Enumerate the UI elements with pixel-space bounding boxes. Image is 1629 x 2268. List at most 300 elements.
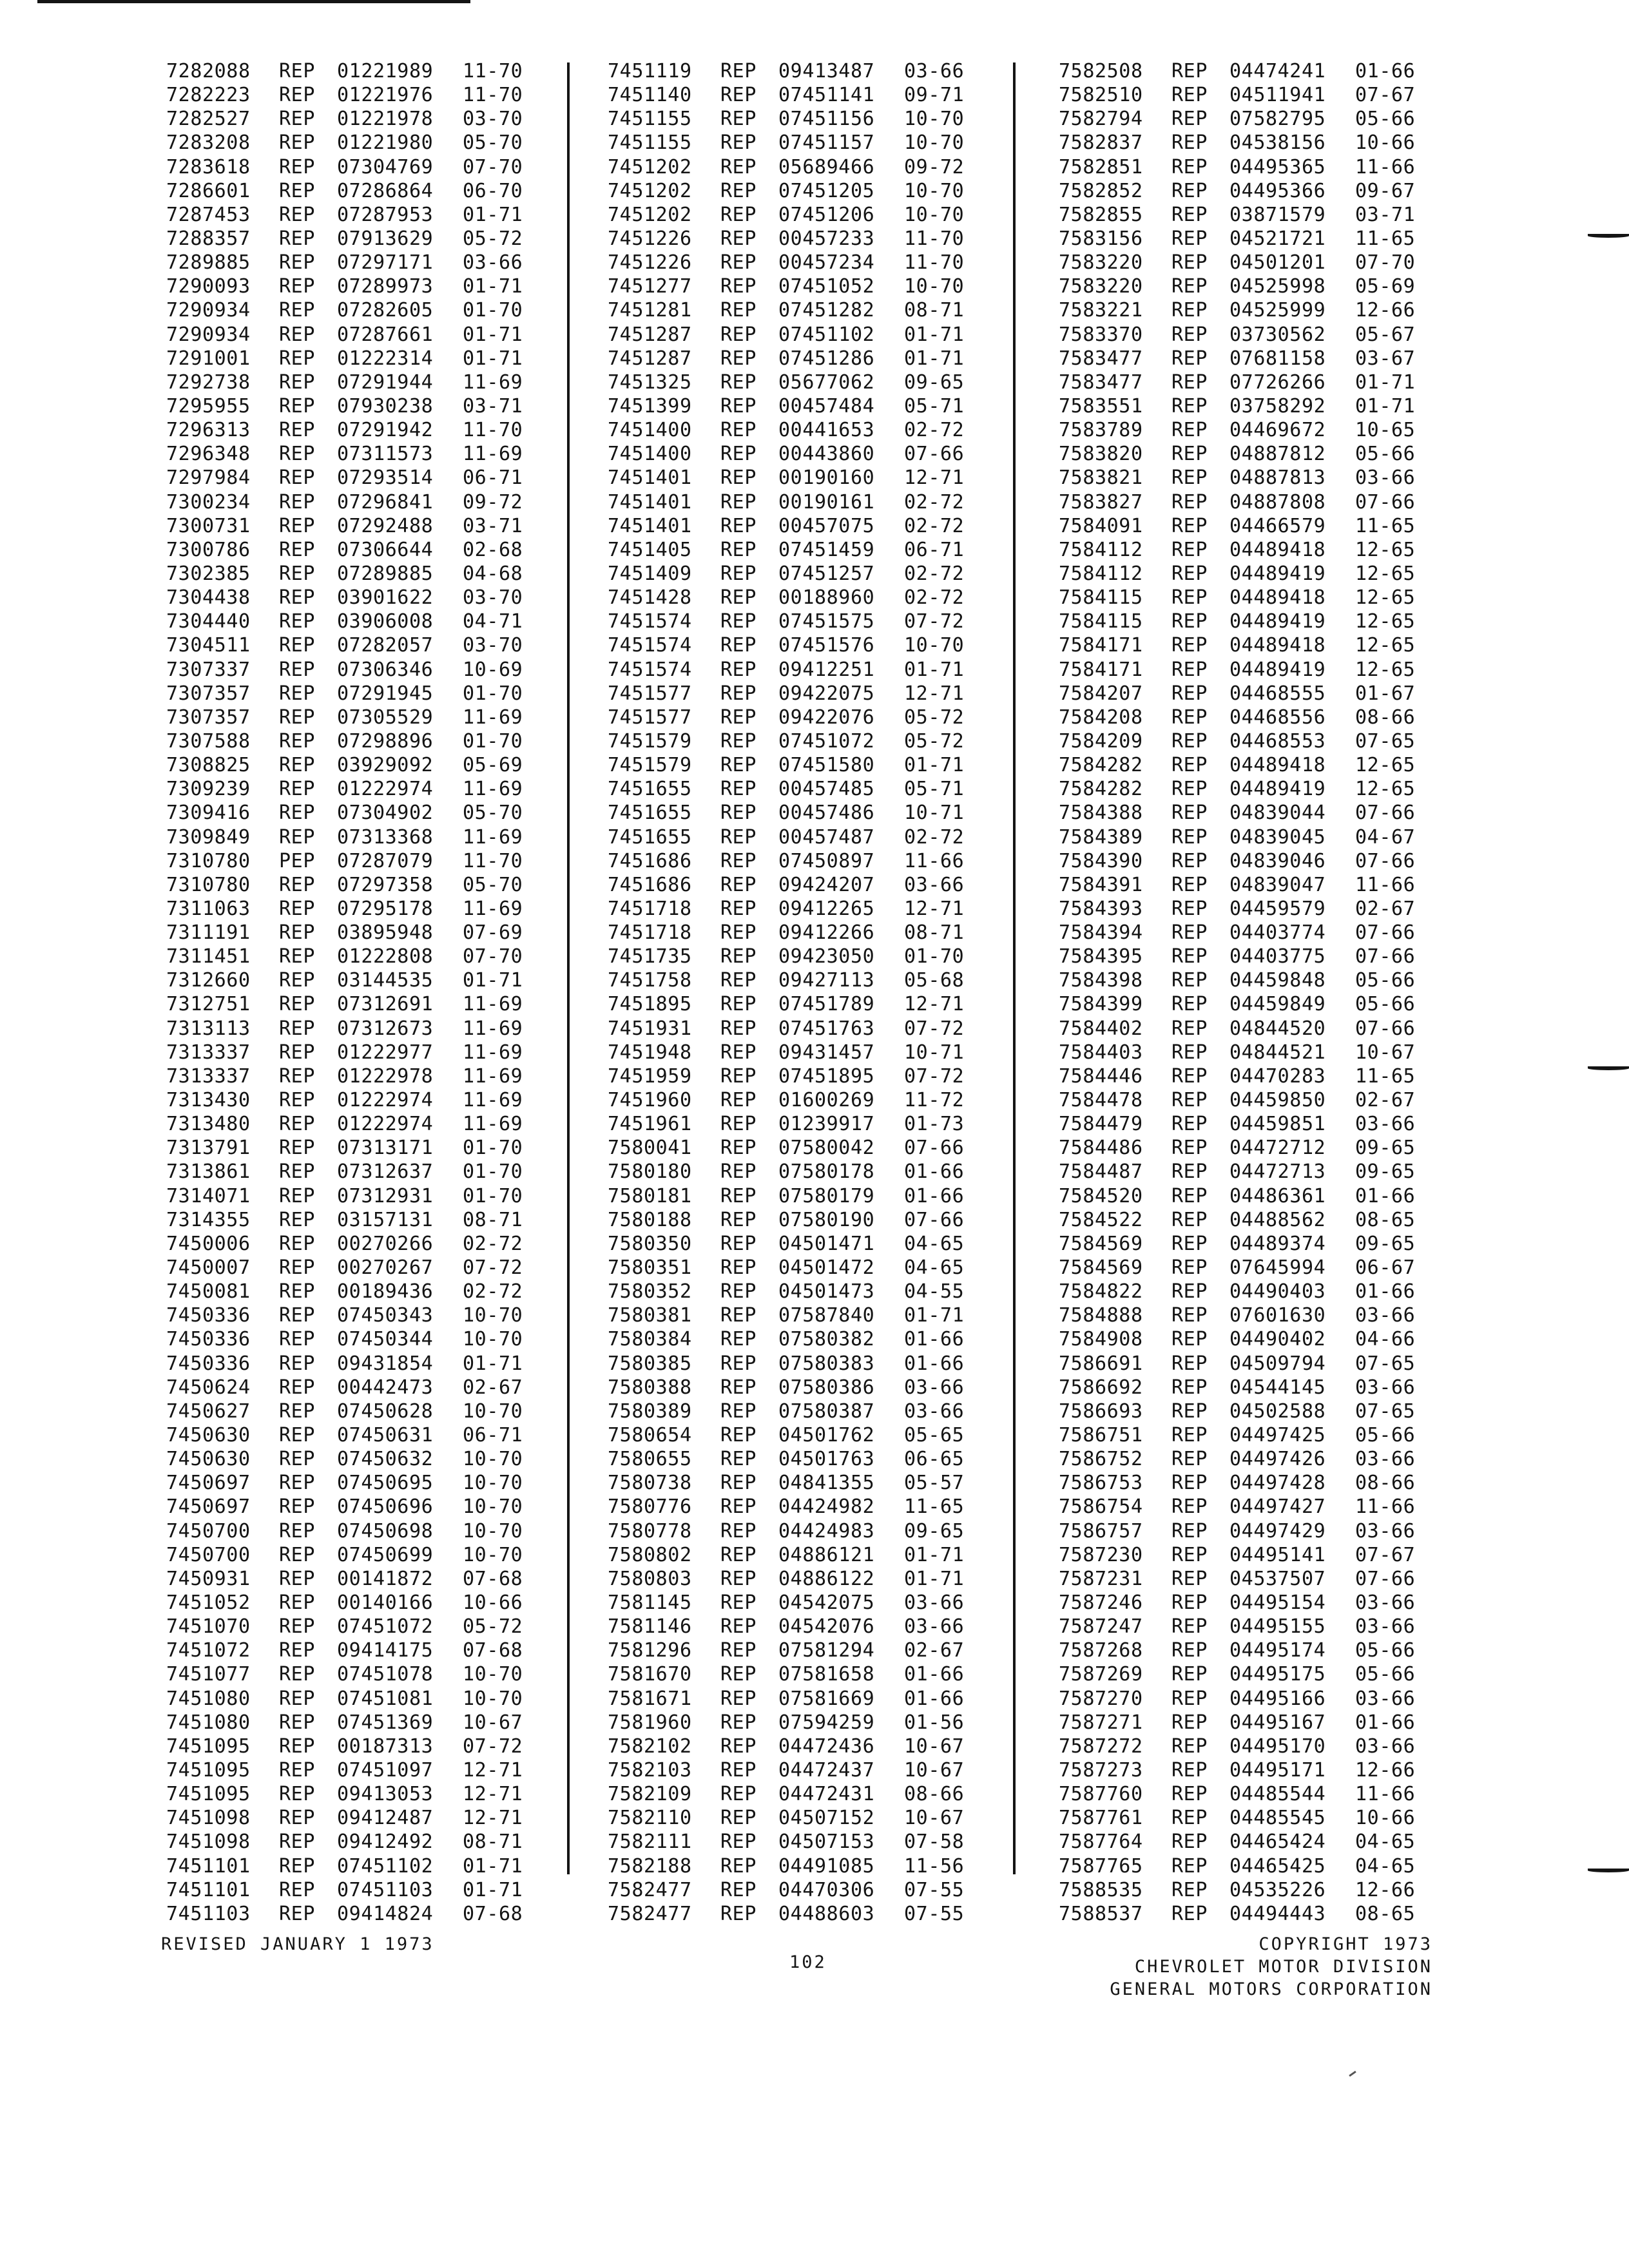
replacement-number: 04495154 <box>1229 1591 1326 1614</box>
part-number: 7451226 <box>608 251 692 274</box>
rep-code: REP <box>279 1687 315 1710</box>
rep-code: REP <box>1171 1519 1208 1542</box>
date-code: 03-66 <box>1355 1735 1416 1758</box>
part-number: 7580803 <box>608 1567 692 1590</box>
date-code: 07-72 <box>904 1017 965 1040</box>
table-row <box>608 179 964 203</box>
rep-code: REP <box>720 1064 757 1088</box>
rep-code: REP <box>720 802 757 825</box>
date-code: 10-70 <box>463 1448 523 1471</box>
part-number: 7584395 <box>1059 945 1143 968</box>
part-number: 7583820 <box>1059 443 1143 466</box>
table-row <box>1059 1782 1415 1806</box>
part-number: 7584399 <box>1059 993 1143 1016</box>
rep-code: REP <box>1171 466 1208 490</box>
table-row <box>1059 155 1415 179</box>
copyright-line: CHEVROLET MOTOR DIVISION <box>1134 1957 1432 1977</box>
replacement-number: 01222977 <box>337 1041 434 1064</box>
part-number: 7584569 <box>1059 1232 1143 1255</box>
date-code: 01-66 <box>904 1687 965 1710</box>
part-number: 7583789 <box>1059 419 1143 442</box>
rep-code: REP <box>279 60 315 82</box>
replacement-number: 07451282 <box>778 299 875 322</box>
replacement-number: 07451141 <box>778 84 875 107</box>
table-row <box>1059 1758 1415 1782</box>
date-code: 03-66 <box>1355 1615 1416 1639</box>
date-code: 12-71 <box>463 1807 523 1830</box>
date-code: 05-65 <box>904 1424 965 1447</box>
copyright-line: COPYRIGHT 1973 <box>1258 1934 1432 1954</box>
date-code: 03-71 <box>1355 203 1416 226</box>
date-code: 01-71 <box>904 1567 965 1590</box>
table-row <box>608 825 964 849</box>
replacement-number: 04486361 <box>1229 1184 1326 1207</box>
table-row <box>1059 1088 1415 1112</box>
table-row <box>166 227 523 251</box>
part-number: 7584394 <box>1059 921 1143 945</box>
replacement-number: 07311573 <box>337 443 434 466</box>
date-code: 01-71 <box>904 754 965 777</box>
part-number: 7580778 <box>608 1519 692 1542</box>
rep-code: REP <box>279 586 315 610</box>
rep-code: REP <box>279 778 315 801</box>
replacement-number: 07312691 <box>337 993 434 1016</box>
part-number: 7584171 <box>1059 658 1143 681</box>
rep-code: REP <box>1171 1064 1208 1088</box>
part-number: 7583370 <box>1059 323 1143 346</box>
rep-code: REP <box>1171 1807 1208 1830</box>
replacement-number: 07451205 <box>778 179 875 202</box>
rep-code: REP <box>720 729 757 753</box>
table-row <box>166 586 523 610</box>
date-code: 05-72 <box>904 729 965 753</box>
part-number: 7451574 <box>608 634 692 657</box>
date-code: 03-70 <box>463 586 523 610</box>
table-row <box>1059 945 1415 968</box>
replacement-number: 07297358 <box>337 873 434 896</box>
part-number: 7587272 <box>1059 1735 1143 1758</box>
date-code: 01-73 <box>904 1113 965 1136</box>
table-row <box>608 107 964 131</box>
replacement-number: 04497426 <box>1229 1448 1326 1471</box>
part-number: 7584479 <box>1059 1113 1143 1136</box>
part-number: 7584487 <box>1059 1160 1143 1184</box>
rep-code: REP <box>279 394 315 418</box>
rep-code: REP <box>1171 1591 1208 1614</box>
date-code: 12-65 <box>1355 610 1416 633</box>
part-number: 7314355 <box>166 1208 251 1231</box>
table-row <box>166 59 523 83</box>
replacement-number: 07451102 <box>778 323 875 346</box>
replacement-number: 07313171 <box>337 1137 434 1160</box>
rep-code: REP <box>279 969 315 992</box>
rep-code: REP <box>720 993 757 1016</box>
replacement-number: 01222978 <box>337 1064 434 1088</box>
part-number: 7451577 <box>608 706 692 729</box>
replacement-number: 04495174 <box>1229 1639 1326 1662</box>
date-code: 11-65 <box>1355 227 1416 250</box>
replacement-number: 00457233 <box>778 227 875 250</box>
replacement-number: 00140166 <box>337 1591 434 1614</box>
part-number: 7586753 <box>1059 1472 1143 1495</box>
rep-code: REP <box>720 538 757 561</box>
table-row <box>608 1017 964 1041</box>
rep-code: REP <box>720 873 757 896</box>
table-row <box>1059 83 1415 107</box>
part-number: 7311063 <box>166 897 251 920</box>
part-number: 7584390 <box>1059 849 1143 872</box>
date-code: 01-70 <box>904 945 965 968</box>
part-number: 7309849 <box>166 825 251 849</box>
table-row <box>166 1662 523 1686</box>
replacement-number: 04459849 <box>1229 993 1326 1016</box>
rep-code: REP <box>1171 1113 1208 1136</box>
replacement-number: 07587840 <box>778 1304 875 1327</box>
replacement-number: 07450344 <box>337 1328 434 1351</box>
part-number: 7450700 <box>166 1519 251 1542</box>
table-row <box>1059 1830 1415 1854</box>
rep-code: REP <box>720 1017 757 1040</box>
table-row <box>608 1495 964 1519</box>
rep-code: REP <box>720 203 757 226</box>
table-row <box>608 155 964 179</box>
rep-code: REP <box>279 921 315 945</box>
table-row <box>1059 1735 1415 1758</box>
rep-code: REP <box>279 443 315 466</box>
replacement-number: 04489418 <box>1229 538 1326 561</box>
table-row <box>608 849 964 873</box>
replacement-number: 04535226 <box>1229 1878 1326 1901</box>
replacement-number: 07450628 <box>337 1399 434 1423</box>
replacement-number: 01221976 <box>337 84 434 107</box>
replacement-number: 07451286 <box>778 347 875 370</box>
replacement-number: 04485544 <box>1229 1783 1326 1806</box>
replacement-number: 05689466 <box>778 155 875 178</box>
rep-code: REP <box>1171 1615 1208 1639</box>
rep-code: REP <box>279 1615 315 1639</box>
table-row <box>1059 298 1415 322</box>
date-code: 07-65 <box>1355 1352 1416 1375</box>
date-code: 11-69 <box>463 1089 523 1112</box>
table-row <box>608 1758 964 1782</box>
part-number: 7313337 <box>166 1041 251 1064</box>
table-row <box>1059 968 1415 992</box>
replacement-number: 00190161 <box>778 490 875 514</box>
date-code: 07-55 <box>904 1902 965 1925</box>
part-number: 7451579 <box>608 754 692 777</box>
date-code: 05-70 <box>463 131 523 155</box>
replacement-number: 07451072 <box>337 1615 434 1639</box>
table-row <box>1059 1041 1415 1064</box>
part-number: 7451101 <box>166 1878 251 1901</box>
rep-code: REP <box>279 1424 315 1447</box>
rep-code: REP <box>1171 1878 1208 1901</box>
rep-code: REP <box>720 1567 757 1590</box>
table-row <box>1059 347 1415 370</box>
rep-code: REP <box>1171 131 1208 155</box>
rep-code: REP <box>1171 203 1208 226</box>
replacement-number: 04485545 <box>1229 1807 1326 1830</box>
part-number: 7450697 <box>166 1472 251 1495</box>
date-code: 05-66 <box>1355 993 1416 1016</box>
part-number: 7587765 <box>1059 1854 1143 1878</box>
table-row <box>608 1184 964 1208</box>
replacement-number: 07580178 <box>778 1160 875 1184</box>
rep-code: REP <box>720 658 757 681</box>
part-number: 7580389 <box>608 1399 692 1423</box>
rep-code: REP <box>279 155 315 178</box>
table-row <box>166 1735 523 1758</box>
table-row <box>1059 1017 1415 1041</box>
part-number: 7580654 <box>608 1424 692 1447</box>
replacement-number: 03871579 <box>1229 203 1326 226</box>
table-row <box>608 538 964 562</box>
replacement-number: 04886122 <box>778 1567 875 1590</box>
table-row <box>166 370 523 394</box>
table-row <box>1059 1687 1415 1711</box>
replacement-number: 04839044 <box>1229 802 1326 825</box>
replacement-number: 04542076 <box>778 1615 875 1639</box>
replacement-number: 07681158 <box>1229 347 1326 370</box>
part-number: 7584888 <box>1059 1304 1143 1327</box>
replacement-number: 04472437 <box>778 1758 875 1782</box>
part-number: 7302385 <box>166 562 251 585</box>
replacement-number: 04489418 <box>1229 586 1326 610</box>
date-code: 07-68 <box>463 1567 523 1590</box>
table-row <box>1059 1136 1415 1160</box>
date-code: 02-72 <box>904 825 965 849</box>
part-number: 7580188 <box>608 1208 692 1231</box>
rep-code: REP <box>720 131 757 155</box>
replacement-number: 07580382 <box>778 1328 875 1351</box>
part-number: 7451409 <box>608 562 692 585</box>
table-row <box>1059 633 1415 657</box>
date-code: 03-66 <box>463 251 523 274</box>
rep-code: REP <box>720 1495 757 1519</box>
rep-code: REP <box>720 682 757 705</box>
rep-code: REP <box>1171 754 1208 777</box>
part-number: 7307357 <box>166 706 251 729</box>
rep-code: REP <box>1171 1831 1208 1854</box>
rep-code: REP <box>720 1472 757 1495</box>
part-number: 7580180 <box>608 1160 692 1184</box>
date-code: 12-65 <box>1355 778 1416 801</box>
date-code: 03-71 <box>463 514 523 537</box>
date-code: 10-66 <box>1355 1807 1416 1830</box>
table-row <box>608 633 964 657</box>
replacement-number: 04489419 <box>1229 562 1326 585</box>
part-number: 7307357 <box>166 682 251 705</box>
part-number: 7582508 <box>1059 60 1143 82</box>
replacement-number: 07450695 <box>337 1472 434 1495</box>
replacement-number: 04511941 <box>1229 84 1326 107</box>
replacement-number: 07450698 <box>337 1519 434 1542</box>
rep-code: REP <box>1171 1711 1208 1734</box>
part-number: 7584478 <box>1059 1089 1143 1112</box>
table-row <box>608 921 964 945</box>
rep-code: REP <box>279 1591 315 1614</box>
part-number: 7451052 <box>166 1591 251 1614</box>
part-number: 7310780 <box>166 873 251 896</box>
part-number: 7587247 <box>1059 1615 1143 1639</box>
table-row <box>608 466 964 490</box>
replacement-number: 04489418 <box>1229 754 1326 777</box>
table-row <box>1059 1662 1415 1686</box>
page-number: 102 <box>789 1952 827 1972</box>
replacement-number: 07306346 <box>337 658 434 681</box>
table-row <box>166 466 523 490</box>
table-row <box>1059 490 1415 514</box>
rep-code: REP <box>1171 179 1208 202</box>
part-number: 7451140 <box>608 84 692 107</box>
date-code: 11-66 <box>1355 1495 1416 1519</box>
date-code: 05-69 <box>1355 275 1416 298</box>
part-number: 7451080 <box>166 1687 251 1710</box>
rep-code: REP <box>279 1017 315 1040</box>
date-code: 01-66 <box>1355 1184 1416 1207</box>
rep-code: REP <box>1171 778 1208 801</box>
replacement-number: 00457075 <box>778 514 875 537</box>
replacement-number: 07291942 <box>337 419 434 442</box>
rep-code: REP <box>1171 586 1208 610</box>
replacement-number: 04544145 <box>1229 1376 1326 1399</box>
table-row <box>608 1232 964 1256</box>
table-row <box>608 1352 964 1376</box>
part-number: 7587270 <box>1059 1687 1143 1710</box>
replacement-number: 00189436 <box>337 1280 434 1303</box>
table-row <box>1059 274 1415 298</box>
date-code: 11-65 <box>904 1495 965 1519</box>
replacement-number: 07580042 <box>778 1137 875 1160</box>
part-number: 7451574 <box>608 658 692 681</box>
table-row <box>1059 1256 1415 1280</box>
table-row <box>608 1064 964 1088</box>
replacement-number: 00457486 <box>778 802 875 825</box>
replacement-number: 03929092 <box>337 754 434 777</box>
table-row <box>1059 729 1415 753</box>
rep-code: REP <box>279 1376 315 1399</box>
date-code: 07-66 <box>1355 849 1416 872</box>
replacement-number: 04488603 <box>778 1902 875 1925</box>
rep-code: REP <box>720 1663 757 1686</box>
date-code: 08-66 <box>1355 1472 1416 1495</box>
date-code: 11-70 <box>463 84 523 107</box>
date-code: 09-65 <box>1355 1137 1416 1160</box>
rep-code: REP <box>720 1831 757 1854</box>
part-number: 7309416 <box>166 802 251 825</box>
date-code: 11-65 <box>1355 514 1416 537</box>
date-code: 12-65 <box>1355 754 1416 777</box>
part-number: 7586691 <box>1059 1352 1143 1375</box>
part-number: 7450630 <box>166 1424 251 1447</box>
date-code: 01-71 <box>463 203 523 226</box>
table-row <box>166 538 523 562</box>
date-code: 12-65 <box>1355 538 1416 561</box>
table-row <box>166 418 523 442</box>
part-number: 7451202 <box>608 203 692 226</box>
rep-code: REP <box>720 706 757 729</box>
part-number: 7451287 <box>608 347 692 370</box>
part-number: 7451428 <box>608 586 692 610</box>
replacement-number: 04470283 <box>1229 1064 1326 1088</box>
date-code: 07-72 <box>904 610 965 633</box>
replacement-number: 07450897 <box>778 849 875 872</box>
part-number: 7451686 <box>608 873 692 896</box>
date-code: 11-69 <box>463 1113 523 1136</box>
replacement-number: 09413487 <box>778 60 875 82</box>
part-number: 7451400 <box>608 443 692 466</box>
replacement-number: 04501472 <box>778 1256 875 1280</box>
part-number: 7583156 <box>1059 227 1143 250</box>
table-row <box>166 729 523 753</box>
date-code: 03-66 <box>904 1615 965 1639</box>
date-code: 08-66 <box>1355 706 1416 729</box>
part-number: 7296313 <box>166 419 251 442</box>
rep-code: REP <box>720 825 757 849</box>
date-code: 05-66 <box>1355 1424 1416 1447</box>
replacement-number: 07312637 <box>337 1160 434 1184</box>
replacement-number: 07930238 <box>337 394 434 418</box>
date-code: 09-65 <box>1355 1232 1416 1255</box>
replacement-number: 07601630 <box>1229 1304 1326 1327</box>
rep-code: REP <box>279 1543 315 1566</box>
table-row <box>166 968 523 992</box>
rep-code: REP <box>279 1519 315 1542</box>
part-number: 7584520 <box>1059 1184 1143 1207</box>
part-number: 7451095 <box>166 1783 251 1806</box>
rep-code: REP <box>1171 1639 1208 1662</box>
rep-code: REP <box>720 323 757 346</box>
rep-code: REP <box>720 1352 757 1375</box>
rep-code: REP <box>1171 1758 1208 1782</box>
part-number: 7451070 <box>166 1615 251 1639</box>
date-code: 01-66 <box>904 1352 965 1375</box>
table-row <box>166 298 523 322</box>
part-number: 7582510 <box>1059 84 1143 107</box>
rep-code: REP <box>279 1567 315 1590</box>
replacement-number: 07289885 <box>337 562 434 585</box>
date-code: 08-71 <box>463 1208 523 1231</box>
table-row <box>166 801 523 825</box>
table-row <box>608 514 964 538</box>
table-row <box>1059 706 1415 729</box>
date-code: 09-65 <box>1355 1160 1416 1184</box>
table-row <box>166 347 523 370</box>
rep-code: REP <box>279 610 315 633</box>
date-code: 11-69 <box>463 825 523 849</box>
table-row <box>166 1017 523 1041</box>
replacement-number: 00457234 <box>778 251 875 274</box>
part-number: 7588535 <box>1059 1878 1143 1901</box>
rep-code: REP <box>279 514 315 537</box>
part-number: 7450007 <box>166 1256 251 1280</box>
part-number: 7308825 <box>166 754 251 777</box>
date-code: 11-72 <box>904 1089 965 1112</box>
replacement-number: 07296841 <box>337 490 434 514</box>
part-number: 7296348 <box>166 443 251 466</box>
replacement-number: 07282605 <box>337 299 434 322</box>
rep-code: REP <box>1171 634 1208 657</box>
replacement-number: 01600269 <box>778 1089 875 1112</box>
table-row <box>1059 1303 1415 1327</box>
table-row <box>608 1471 964 1495</box>
rep-code: REP <box>279 275 315 298</box>
replacement-number: 07451575 <box>778 610 875 633</box>
table-row <box>608 418 964 442</box>
date-code: 08-65 <box>1355 1902 1416 1925</box>
rep-code: REP <box>720 969 757 992</box>
table-row <box>1059 873 1415 897</box>
